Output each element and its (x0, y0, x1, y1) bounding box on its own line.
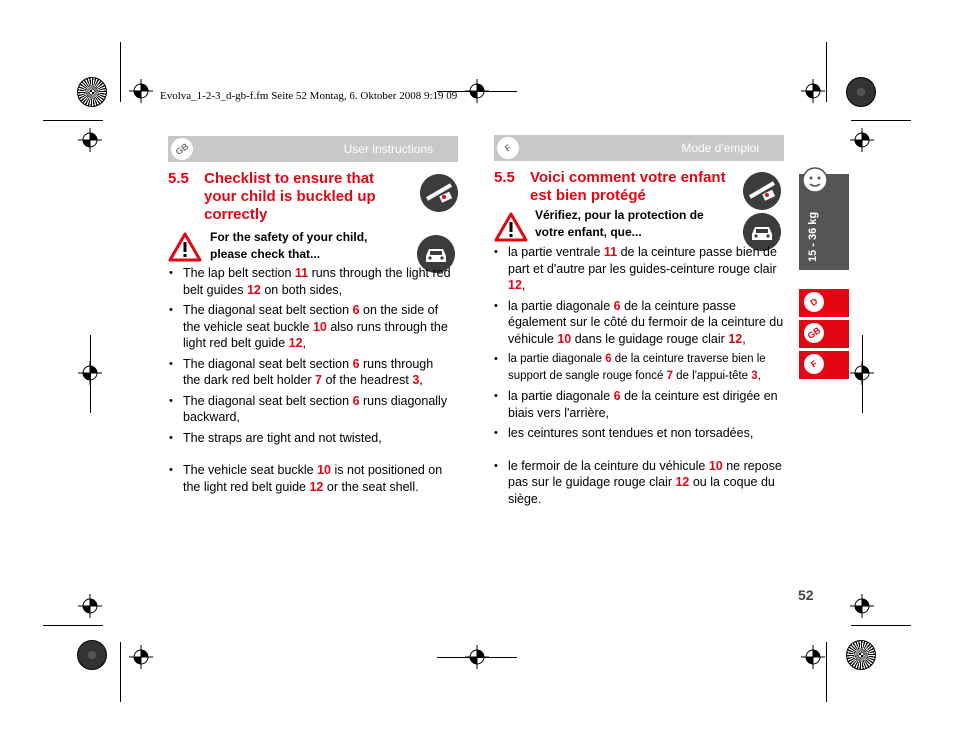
registration-mark-icon (78, 128, 102, 152)
item-text: on both sides, (260, 282, 343, 297)
reference-number: 10 (557, 331, 572, 346)
reference-number: 6 (352, 303, 360, 317)
lang-tab-d[interactable] (799, 289, 849, 317)
item-text: , (757, 369, 761, 382)
rosette-icon (846, 640, 876, 670)
crop-mark (437, 657, 517, 658)
reference-number: 11 (294, 266, 309, 280)
reference-number: 6 (352, 356, 360, 371)
checklist-item (169, 430, 451, 447)
item-text: de l'appui-tête (672, 369, 752, 382)
item-text: The lap belt section (183, 266, 295, 280)
item-text: de la ceinture traverse bien le support de sangle rouge foncé (508, 353, 766, 382)
item-text: ou la coque du siège. (508, 475, 775, 506)
section-number: 5.5 (168, 170, 189, 187)
language-badge: GB (167, 134, 198, 165)
item-text: de la ceinture passe bien de part et d'autre par les guides-ceinture rouge clair (508, 245, 777, 276)
item-text: la partie diagonale (508, 298, 614, 313)
section-number: 5.5 (494, 169, 515, 186)
item-text: , (521, 278, 526, 292)
crop-mark (851, 625, 911, 626)
intro-text: Vérifiez, pour la protection de votre enfant, que... (535, 208, 704, 239)
checklist (494, 244, 786, 511)
crop-mark (826, 42, 827, 102)
checklist-item (169, 302, 451, 352)
reference-number: 10 (312, 319, 327, 334)
item-text: The vehicle seat buckle (183, 463, 318, 477)
reference-number: 6 (605, 353, 612, 365)
item-text: dans le guidage rouge clair (571, 331, 729, 346)
crop-mark (851, 120, 911, 121)
item-text: runs diagonally backward, (183, 393, 448, 424)
item-text: The diagonal seat belt section (183, 303, 353, 317)
registration-mark-icon (78, 361, 102, 385)
checklist-item (169, 462, 451, 495)
item-text: , (302, 336, 307, 350)
reference-number: 12 (288, 336, 303, 350)
registration-mark-icon (78, 594, 102, 618)
warning-icon (494, 212, 528, 242)
reference-number: 12 (508, 278, 522, 292)
checklist-item (169, 356, 451, 389)
reference-number: 12 (246, 282, 261, 297)
reference-number: 10 (708, 458, 723, 473)
lang-tab-f[interactable] (799, 351, 849, 379)
file-header: Evolva_1-2-3_d-gb-f.fm Seite 52 Montag, 6. Oktober 2008 9:19 09 (160, 90, 458, 102)
reference-number: 7 (666, 369, 673, 382)
bar-label: User instructions (343, 142, 433, 156)
item-text: , (742, 331, 746, 346)
crop-mark (43, 120, 103, 121)
child-face-icon (801, 166, 829, 194)
item-text: de la ceinture passe également sur le côté du fermoir de la ceinture du véhicule (508, 298, 784, 346)
warning-icon (168, 232, 202, 262)
checklist-item (494, 388, 786, 421)
crop-mark (826, 642, 827, 702)
weight-group-label: 15 - 36 kg (807, 211, 819, 262)
checklist-item (169, 265, 451, 298)
item-text: le fermoir de la ceinture du véhicule (508, 458, 709, 473)
page-number: 52 (798, 587, 814, 603)
lang-tab-label: D (800, 288, 828, 316)
reference-number: 11 (603, 245, 618, 259)
reference-number: 12 (728, 331, 743, 346)
crop-mark (43, 625, 103, 626)
seatbelt-icon (420, 174, 458, 212)
registration-mark-icon (129, 79, 153, 103)
crop-mark (120, 42, 121, 102)
item-text: de la ceinture est dirigée en biais vers l'arrière, (508, 389, 778, 420)
lang-tab-gb[interactable] (799, 320, 849, 348)
weight-group-tab (799, 174, 849, 270)
checklist-item (494, 244, 786, 294)
bar-label: Mode d'emploi (681, 141, 759, 155)
item-text: , (419, 373, 423, 387)
item-text: is not positioned on the light red belt guide (183, 463, 443, 494)
item-text: la partie ventrale (508, 245, 604, 259)
seatbelt-icon (743, 172, 781, 210)
item-text: The diagonal seat belt section (183, 356, 353, 371)
checklist-item (494, 458, 786, 508)
item-text: The straps are tight and not twisted, (183, 430, 382, 445)
intro-text: For the safety of your child, please check that... (210, 230, 368, 261)
reference-number: 7 (315, 373, 322, 387)
item-text: ne repose pas sur le guidage rouge clair (508, 458, 782, 489)
item-text: or the seat shell. (323, 479, 419, 494)
checklist-item (169, 393, 451, 426)
language-badge: F (493, 133, 524, 164)
item-text: of the headrest (321, 373, 413, 387)
reference-number: 12 (309, 479, 324, 494)
registration-mark-icon (801, 79, 825, 103)
rosette-icon (846, 77, 876, 107)
crop-mark (120, 642, 121, 702)
item-text: la partie diagonale (508, 389, 614, 403)
checklist-item (494, 351, 786, 384)
item-text: la partie diagonale (508, 353, 606, 365)
left-section-bar (168, 136, 458, 162)
reference-number: 12 (675, 475, 690, 489)
right-section-bar (494, 135, 784, 161)
registration-mark-icon (850, 361, 874, 385)
lang-tab-label: GB (800, 319, 828, 347)
reference-number: 10 (317, 463, 332, 477)
item-text: on the side of the vehicle seat buckle (183, 303, 439, 334)
reference-number: 6 (352, 393, 360, 408)
reference-number: 6 (613, 389, 621, 403)
item-text: runs through the light red belt guides (183, 266, 451, 297)
checklist-item (494, 298, 786, 348)
section-title: Checklist to ensure that your child is buckled up correctly (204, 170, 376, 223)
reference-number: 3 (751, 369, 758, 382)
registration-mark-icon (850, 128, 874, 152)
registration-mark-icon (850, 594, 874, 618)
reference-number: 6 (613, 298, 621, 313)
reference-number: 3 (412, 373, 420, 387)
lang-tab-label: F (800, 350, 828, 378)
registration-mark-icon (801, 645, 825, 669)
item-text: The diagonal seat belt section (183, 393, 353, 408)
checklist-item (494, 425, 786, 442)
item-text: runs through the dark red belt holder (183, 356, 434, 387)
rosette-icon (77, 640, 107, 670)
section-title: Voici comment votre enfant est bien protégé (530, 169, 726, 204)
registration-mark-icon (129, 645, 153, 669)
rosette-icon (77, 77, 107, 107)
item-text: les ceintures sont tendues et non torsadées, (508, 426, 754, 440)
checklist (169, 265, 451, 499)
item-text: also runs through the light red belt guide (183, 319, 448, 350)
